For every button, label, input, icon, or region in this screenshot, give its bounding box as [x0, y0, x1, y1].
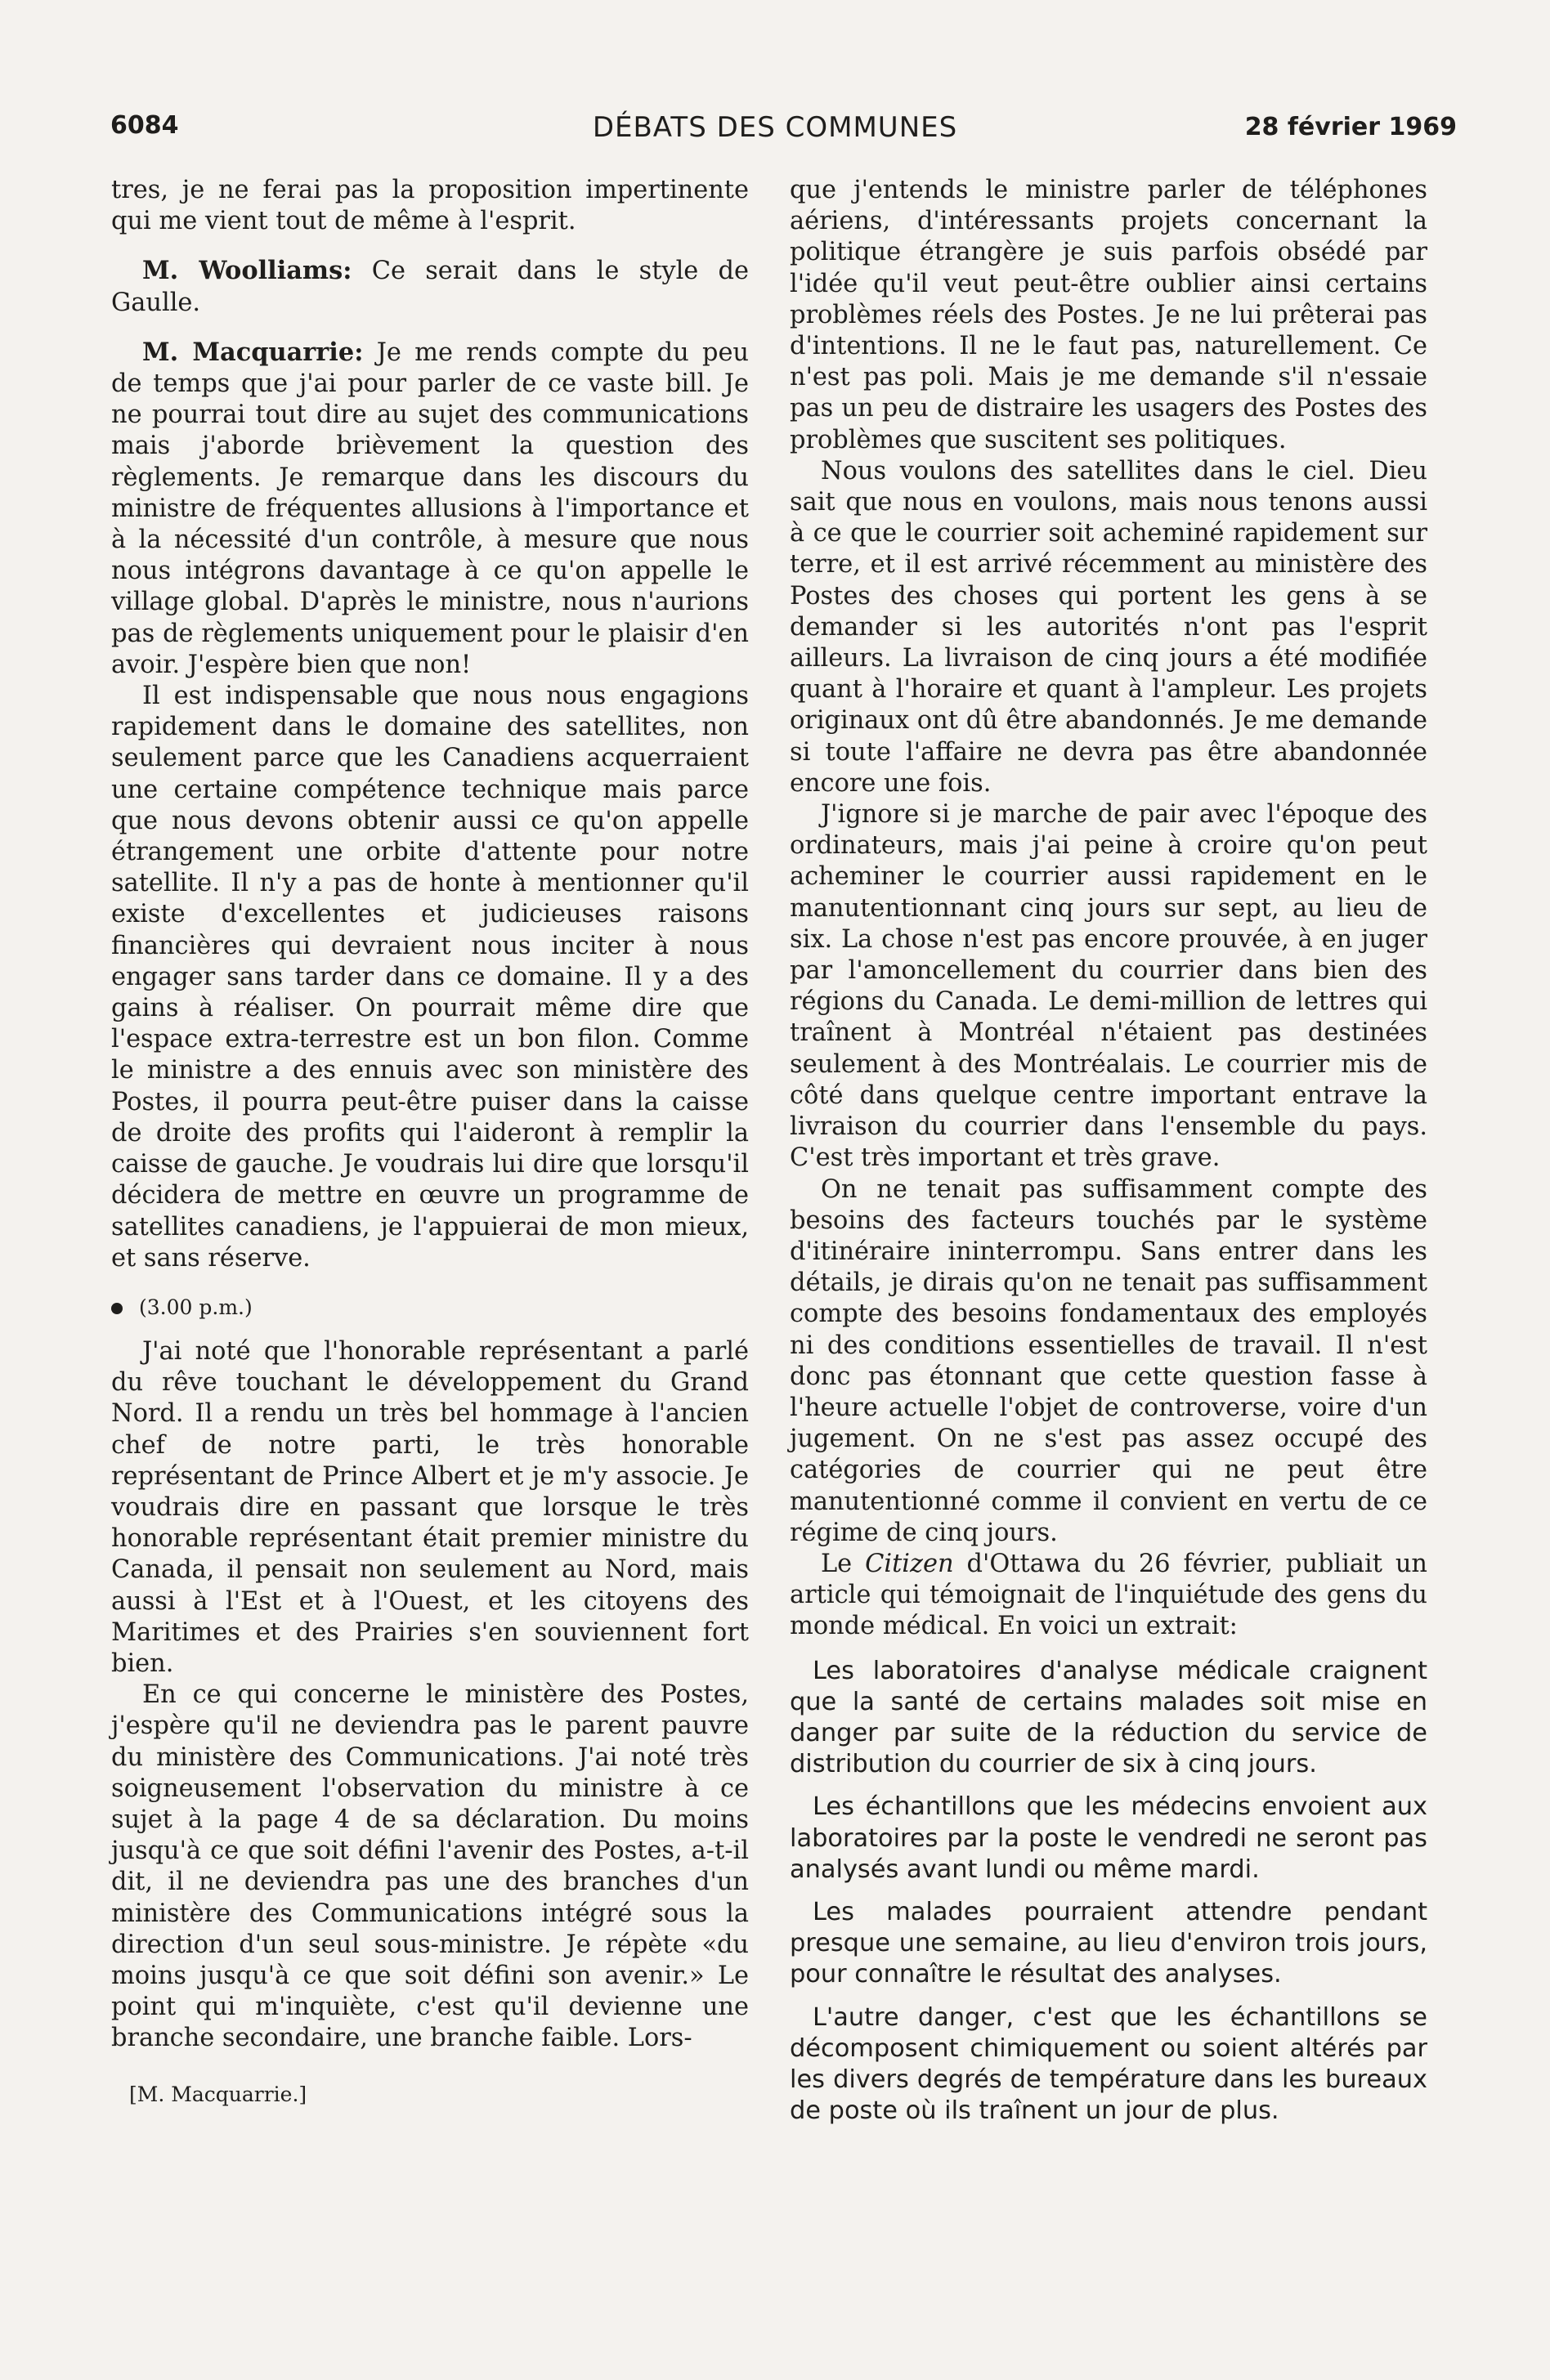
paragraph-text: d'Ottawa du 26 février, publiait un article qui témoignait de l'inquiétude des gens du monde médical. En voici un extrait:	[790, 1549, 1427, 1641]
quote-paragraph: L'autre danger, c'est que les échantillons se décomposent chimiquement ou soient altérés par les divers degrés de température dans les bureaux de poste où ils traînent un jour de plus.	[790, 2002, 1427, 2126]
paragraph: Il est indispensable que nous nous engagions rapidement dans le domaine des satellites, non seulement parce que les Canadiens acquerraient une certaine compétence technique mais parce que nous devons obtenir aussi ce qu'on appelle étrangement une orbite d'attente pour notre satellite. Il n'y a pas de honte à mentionner qu'il existe d'excellentes et judicieuses raisons financières qui devraient nous inciter à nous engager sans tarder dans ce domaine. Il y a des gains à réaliser. On pourrait même dire que l'espace extra-terrestre est un bon filon. Comme le ministre a des ennuis avec son ministère des Postes, il pourra peut-être puiser dans la caisse de droite des profits qui l'aideront à remplir la caisse de gauche. Je voudrais lui dire que lorsqu'il décidera de mettre en œuvre un programme de satellites canadiens, je l'appuierai de mon mieux, et sans réserve.	[111, 682, 749, 1273]
bullet-icon	[111, 1303, 123, 1314]
page-header	[0, 111, 1550, 152]
paragraph: On ne tenait pas suffisamment compte des besoins des facteurs touchés par le système d'itinéraire ininterrompu. Sans entrer dans les détails, je dirais qu'on ne tenait pas suffisamment compte des besoins fondamentaux des employés ni des conditions essentielles de travail. Il n'est donc pas étonnant que cette question fasse à l'heure actuelle l'objet de controverse, voire d'un jugement. On ne s'est pas assez occupé des catégories de courrier qui ne peut être manutentionné comme il convient en vertu de ce régime de cinq jours.	[790, 1174, 1427, 1547]
paragraph: J'ignore si je marche de pair avec l'époque des ordinateurs, mais j'ai peine à croire qu'on peut acheminer le courrier aussi rapidement en le manutentionnant cinq jours sur sept, au lieu de six. La chose n'est pas encore prouvée, à en juger par l'amoncellement du courrier dans bien des régions du Canada. Le demi-million de lettres qui traînent à Montréal n'étaient pas destinées seulement à des Montréalais. Le courrier mis de côté dans quelque centre important entrave la livraison du courrier dans l'ensemble du pays. C'est très important et très grave.	[790, 800, 1427, 1173]
quote-paragraph: Les malades pourraient attendre pendant presque une semaine, au lieu d'environ trois jours, pour connaître le résultat des analyses.	[790, 1897, 1427, 1989]
speech-text: Je me rends compte du peu de temps que j'ai pour parler de ce vaste bill. Je ne pourrai tout dire au sujet des communications mais j'aborde brièvement la question des règlements. Je remarque dans les discours du ministre de fréquentes allusions à l'importance et à la nécessité d'un contrôle, à mesure que nous nous intégrons davantage à ce qu'on appelle le village global. D'après le ministre, nous n'aurions pas de règlements uniquement pour le plaisir d'en avoir. J'espère bien que non!	[111, 338, 749, 679]
paragraph	[790, 1549, 1427, 1643]
paragraph: En ce qui concerne le ministère des Postes, j'espère qu'il ne deviendra pas le parent pauvre du ministère des Communications. J'ai noté très soigneusement l'observation du ministre à ce sujet à la page 4 de sa déclaration. Du moins jusqu'à ce que soit défini l'avenir des Postes, a-t-il dit, il ne deviendra pas une des branches d'un ministère des Communications intégré sous la direction d'un seul sous-ministre. Je répète «du moins jusqu'à ce que soit défini son avenir.» Le point qui m'inquiète, c'est qu'il devienne une branche secondaire, une branche faible. Lors-	[111, 1680, 749, 2053]
paragraph: que j'entends le ministre parler de téléphones aériens, d'intéressants projets concernant la politique étrangère je suis parfois obsédé par l'idée qu'il veut peut-être oublier ainsi certains problèmes réels des Postes. Je ne lui prêterai pas d'intentions. Il ne le faut pas, naturellement. Ce n'est pas poli. Mais je me demande s'il n'essaie pas un peu de distraire les usagers des Postes des problèmes que suscitent ses politiques.	[790, 176, 1427, 454]
publication-title: DÉBATS DES COMMUNES	[592, 111, 958, 144]
quote-paragraph: Les échantillons que les médecins envoient aux laboratoires par la poste le vendredi ne seront pas analysés avant lundi ou même mardi.	[790, 1792, 1427, 1884]
page-number: 6084	[110, 111, 179, 140]
speech-paragraph	[111, 255, 749, 318]
newspaper-name: Citizen	[865, 1549, 954, 1578]
speech-paragraph	[111, 337, 749, 681]
right-column	[790, 175, 1427, 2127]
quote-paragraph: Les laboratoires d'analyse médicale craignent que la santé de certains malades soit mise en danger par suite de la réduction du service de distribution du courrier de six à cinq jours.	[790, 1656, 1427, 1779]
paragraph: Nous voulons des satellites dans le ciel. Dieu sait que nous en voulons, mais nous tenons aussi à ce que le courrier soit acheminé rapidement sur terre, et il est arrivé récemment au ministère des Postes des choses qui portent les gens à se demander si les autorités n'ont pas l'esprit ailleurs. La livraison de cinq jours a été modifiée quant à l'horaire et quant à l'ampleur. Les projets originaux ont dû être abandonnés. Je me demande si toute l'affaire ne devra pas être abandonnée encore une fois.	[790, 456, 1427, 798]
speaker-name: M. Woolliams:	[142, 256, 352, 286]
time-marker	[111, 1295, 749, 1320]
speaker-name: M. Macquarrie:	[142, 337, 364, 367]
paragraph: J'ai noté que l'honorable représentant a parlé du rêve touchant le développement du Grand Nord. Il a rendu un très bel hommage à l'ancien chef de notre parti, le très honorable représentant de Prince Albert et je m'y associe. Je voudrais dire en passant que lorsque le très honorable représentant était premier ministre du Canada, il pensait non seulement au Nord, mais aussi à l'Est et à l'Ouest, et les citoyens des Maritimes et des Prairies s'en souviennent fort bien.	[111, 1336, 749, 1678]
paragraph: tres, je ne ferai pas la proposition impertinente qui me vient tout de même à l'esprit.	[111, 176, 749, 236]
quoted-extract	[790, 1656, 1427, 2127]
speaker-signature: [M. Macquarrie.]	[129, 2082, 307, 2106]
page-date: 28 février 1969	[1244, 113, 1457, 141]
time-marker-text: (3.00 p.m.)	[139, 1295, 253, 1319]
left-column	[111, 175, 749, 2107]
paragraph-text: Le	[821, 1549, 866, 1578]
speech-text: Ce serait dans le style de Gaulle.	[111, 257, 749, 317]
